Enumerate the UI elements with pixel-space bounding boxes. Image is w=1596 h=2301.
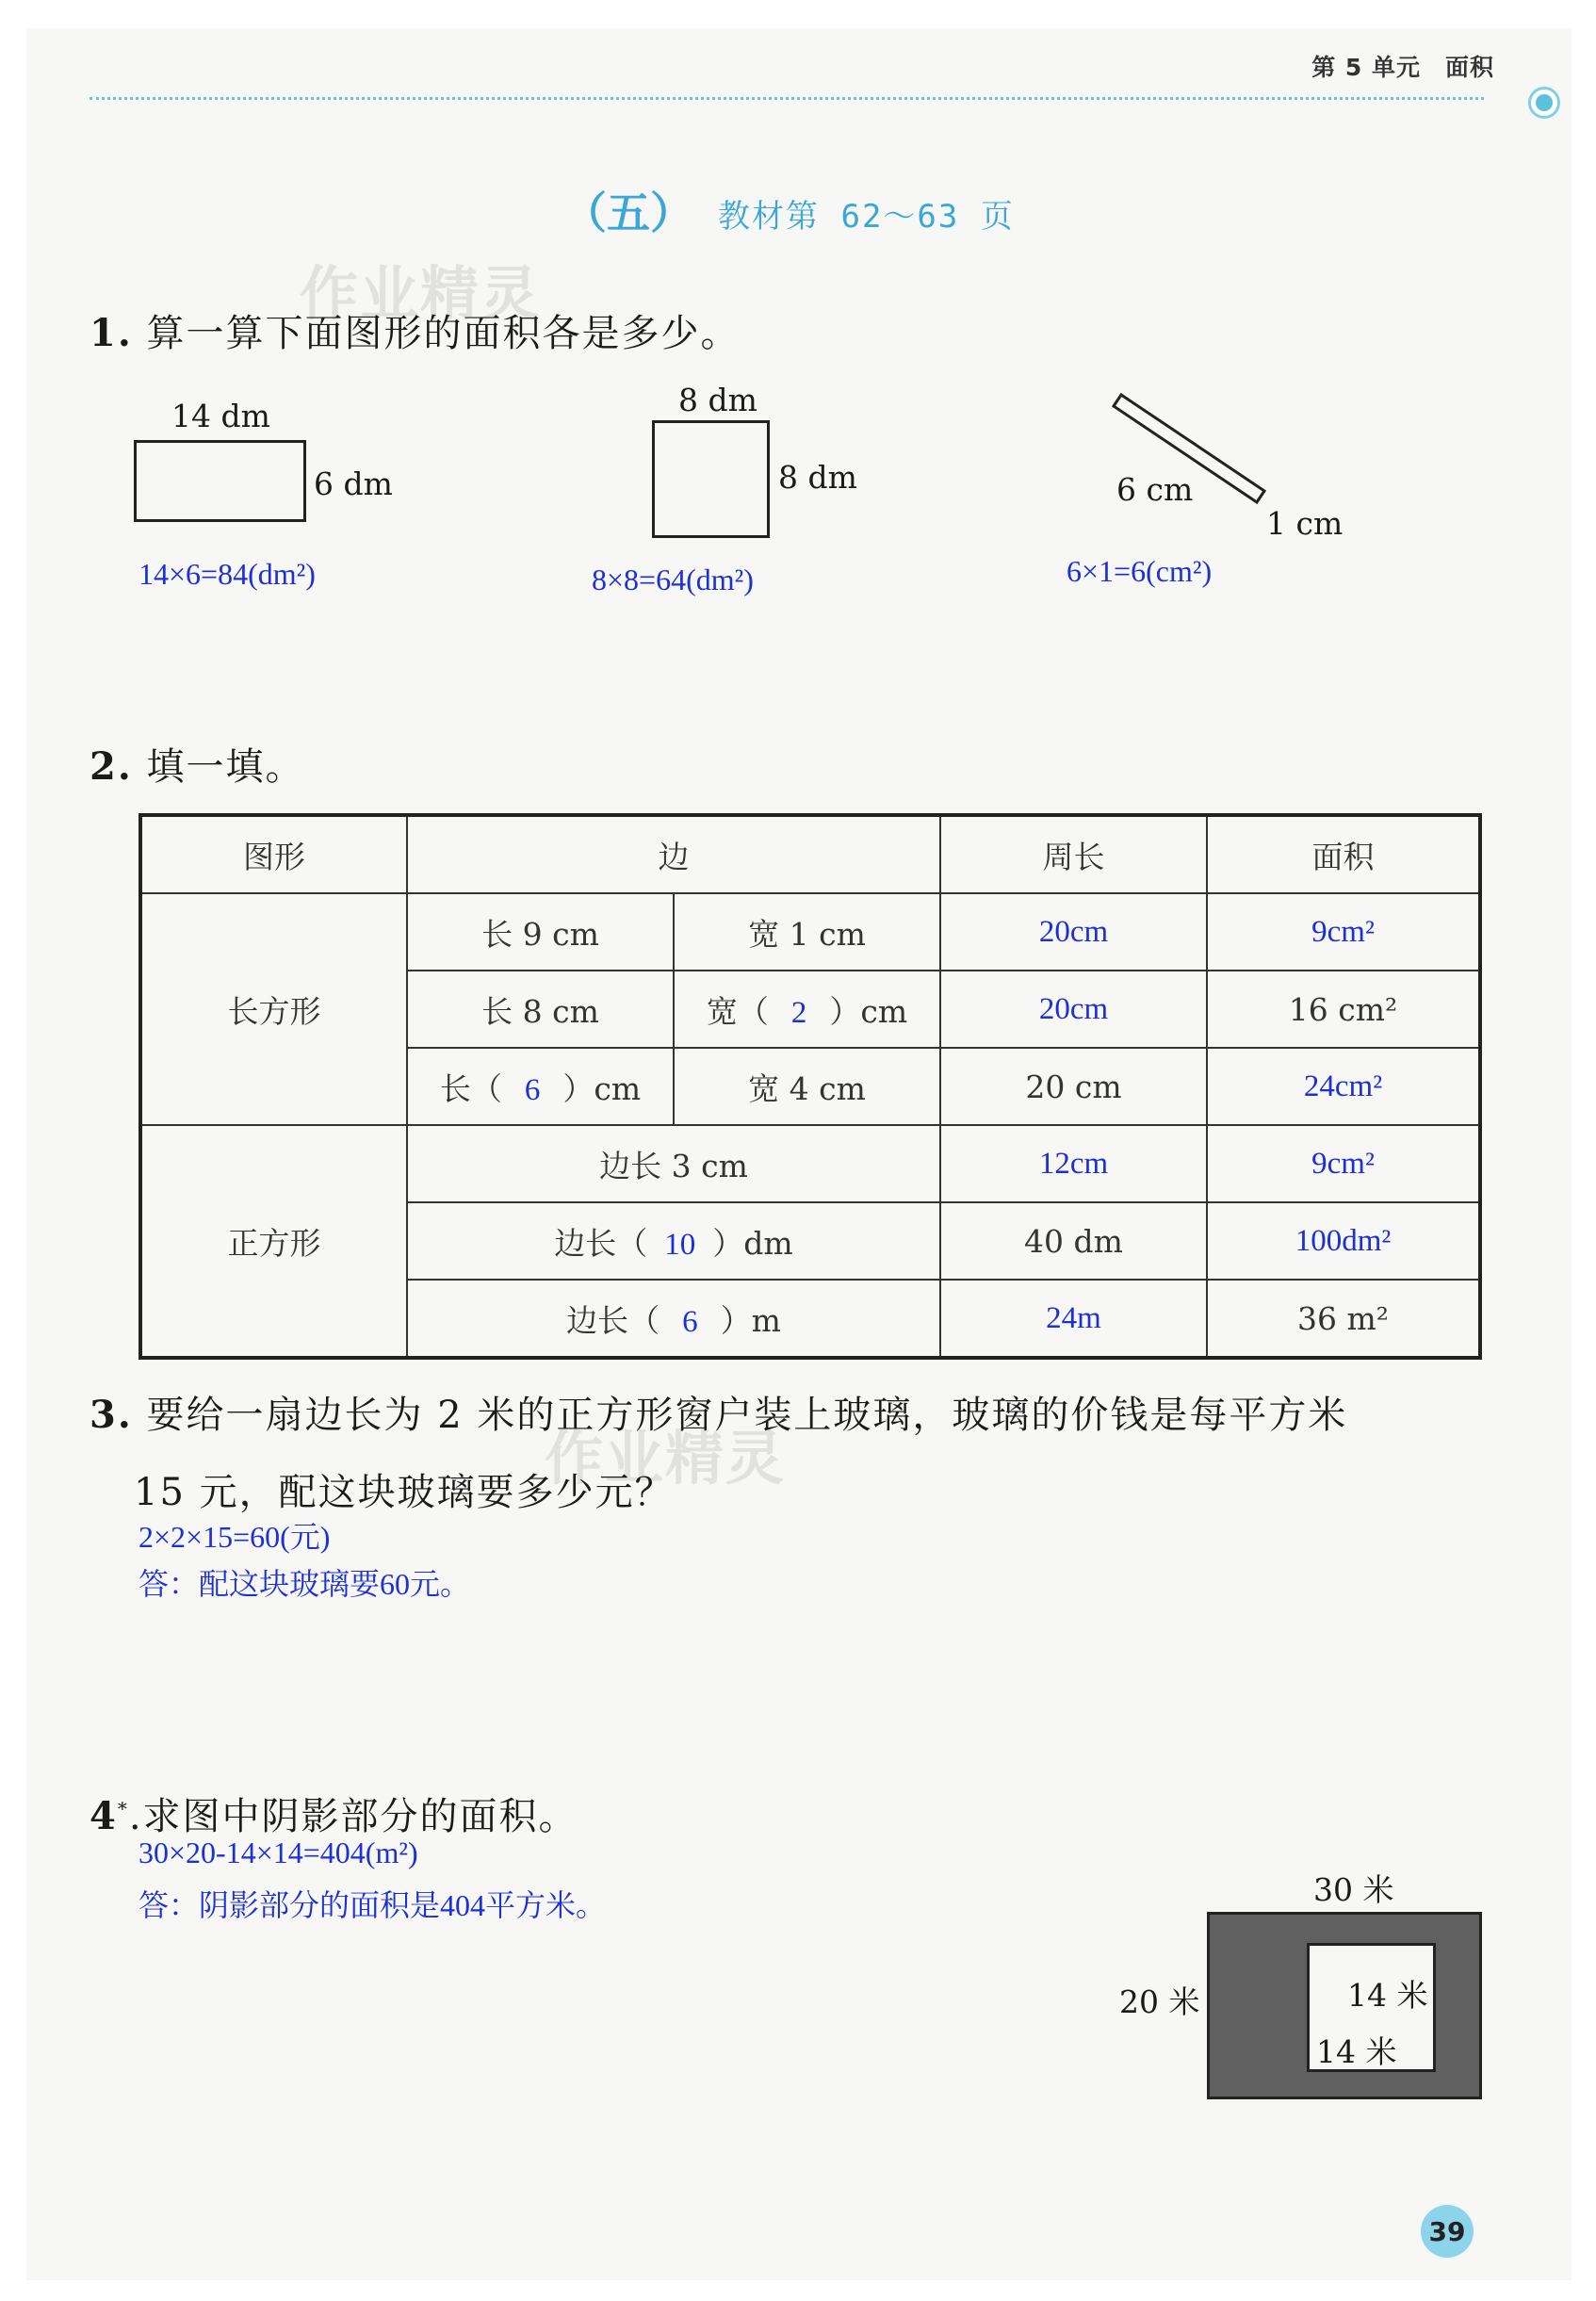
header-cell: 周长 [940, 815, 1207, 893]
perimeter-cell: 40 dm [940, 1202, 1207, 1280]
fig2-top-label: 8 dm [678, 382, 757, 418]
area-cell: 36 m² [1207, 1280, 1480, 1358]
fig3-answer: 6×1=6(cm²) [1067, 554, 1213, 588]
side-cell: 边长 3 cm [407, 1125, 940, 1202]
perimeter-cell: 20cm [940, 971, 1207, 1048]
area-cell: 100dm² [1207, 1202, 1480, 1280]
side-a-cell: 长 9 cm [407, 893, 674, 971]
header-cell: 边 [407, 815, 940, 893]
fig2-answer: 8×8=64(dm²) [592, 563, 754, 596]
side-a-cell: 长 8 cm [407, 971, 674, 1048]
table-row [140, 893, 1480, 971]
unit-title: 第 5 单元 面积 [1311, 54, 1494, 81]
fig1-height-label: 6 dm [314, 465, 393, 502]
question-number: 2. [90, 744, 133, 789]
page-number: 39 [1421, 2205, 1474, 2258]
shape-name-cell: 长方形 [140, 893, 407, 1125]
fig2-side-label: 8 dm [778, 459, 857, 496]
fig1-width-label: 14 dm [171, 398, 270, 434]
table-row [140, 1125, 1480, 1202]
header-cell: 图形 [140, 815, 407, 893]
header-dot-icon [1536, 94, 1553, 111]
side-a-cell: 长（ 6 ）cm [407, 1048, 674, 1125]
area-cell: 16 cm² [1207, 971, 1480, 1048]
watermark: 作业精灵 [300, 259, 542, 328]
question-text: .求图中阴影部分的面积。 [128, 1795, 578, 1838]
q4-answer-calc: 30×20-14×14=404(m²) [138, 1836, 418, 1869]
side-b-cell: 宽 4 cm [674, 1048, 940, 1125]
header-cell: 面积 [1207, 815, 1480, 893]
fig4-height-label: 20 米 [1119, 1983, 1200, 2020]
fig4-inner-side-label: 14 米 [1347, 1977, 1428, 2014]
header-divider [90, 97, 1484, 100]
question-3 [90, 1385, 1347, 1439]
question-star: * [117, 1797, 129, 1820]
section-number: （五） [563, 188, 693, 238]
fig4-width-label: 30 米 [1313, 1871, 1394, 1908]
side-cell: 边长（ 6 ）m [407, 1280, 940, 1358]
q3-answer-text: 答：配这块玻璃要60元。 [138, 1567, 471, 1601]
watermark: 作业精灵 [545, 1424, 787, 1493]
area-cell: 9cm² [1207, 1125, 1480, 1202]
side-b-cell: 宽（ 2 ）cm [674, 971, 940, 1048]
fig4-inner-bottom-label: 14 米 [1316, 2033, 1397, 2070]
side-cell: 边长（ 10 ）dm [407, 1202, 940, 1280]
question-number: 4 [90, 1794, 118, 1838]
question-4 [90, 1787, 578, 1840]
q3-answer-calc: 2×2×15=60(元) [138, 1520, 331, 1554]
perimeter-cell: 20 cm [940, 1048, 1207, 1125]
fig3-length-label: 6 cm [1116, 471, 1194, 508]
area-cell: 9cm² [1207, 893, 1480, 971]
square-figure [652, 420, 770, 538]
question-number: 3. [90, 1393, 133, 1437]
question-2 [90, 737, 304, 791]
question-text: 要给一扇边长为 2 米的正方形窗户装上玻璃，玻璃的价钱是每平方米 [146, 1394, 1348, 1437]
shape-name-cell: 正方形 [140, 1125, 407, 1358]
perimeter-cell: 12cm [940, 1125, 1207, 1202]
question-3-line-2: 15 元，配这块玻璃要多少元？ [134, 1471, 675, 1514]
rectangle-figure [134, 440, 306, 522]
side-b-cell: 宽 1 cm [674, 893, 940, 971]
fill-in-table [138, 813, 1482, 1360]
question-1 [90, 303, 740, 357]
table-header-row [140, 815, 1480, 893]
q4-answer-text: 答：阴影部分的面积是404平方米。 [138, 1888, 607, 1922]
perimeter-cell: 20cm [940, 893, 1207, 971]
question-number: 1. [90, 311, 133, 355]
fig1-answer: 14×6=84(dm²) [138, 557, 316, 591]
question-text: 算一算下面图形的面积各是多少。 [146, 312, 741, 355]
question-text: 填一填。 [146, 745, 305, 789]
fig3-width-label: 1 cm [1266, 505, 1344, 542]
perimeter-cell: 24m [940, 1280, 1207, 1358]
section-pages: 教材第 62～63 页 [718, 198, 1015, 236]
area-cell: 24cm² [1207, 1048, 1480, 1125]
